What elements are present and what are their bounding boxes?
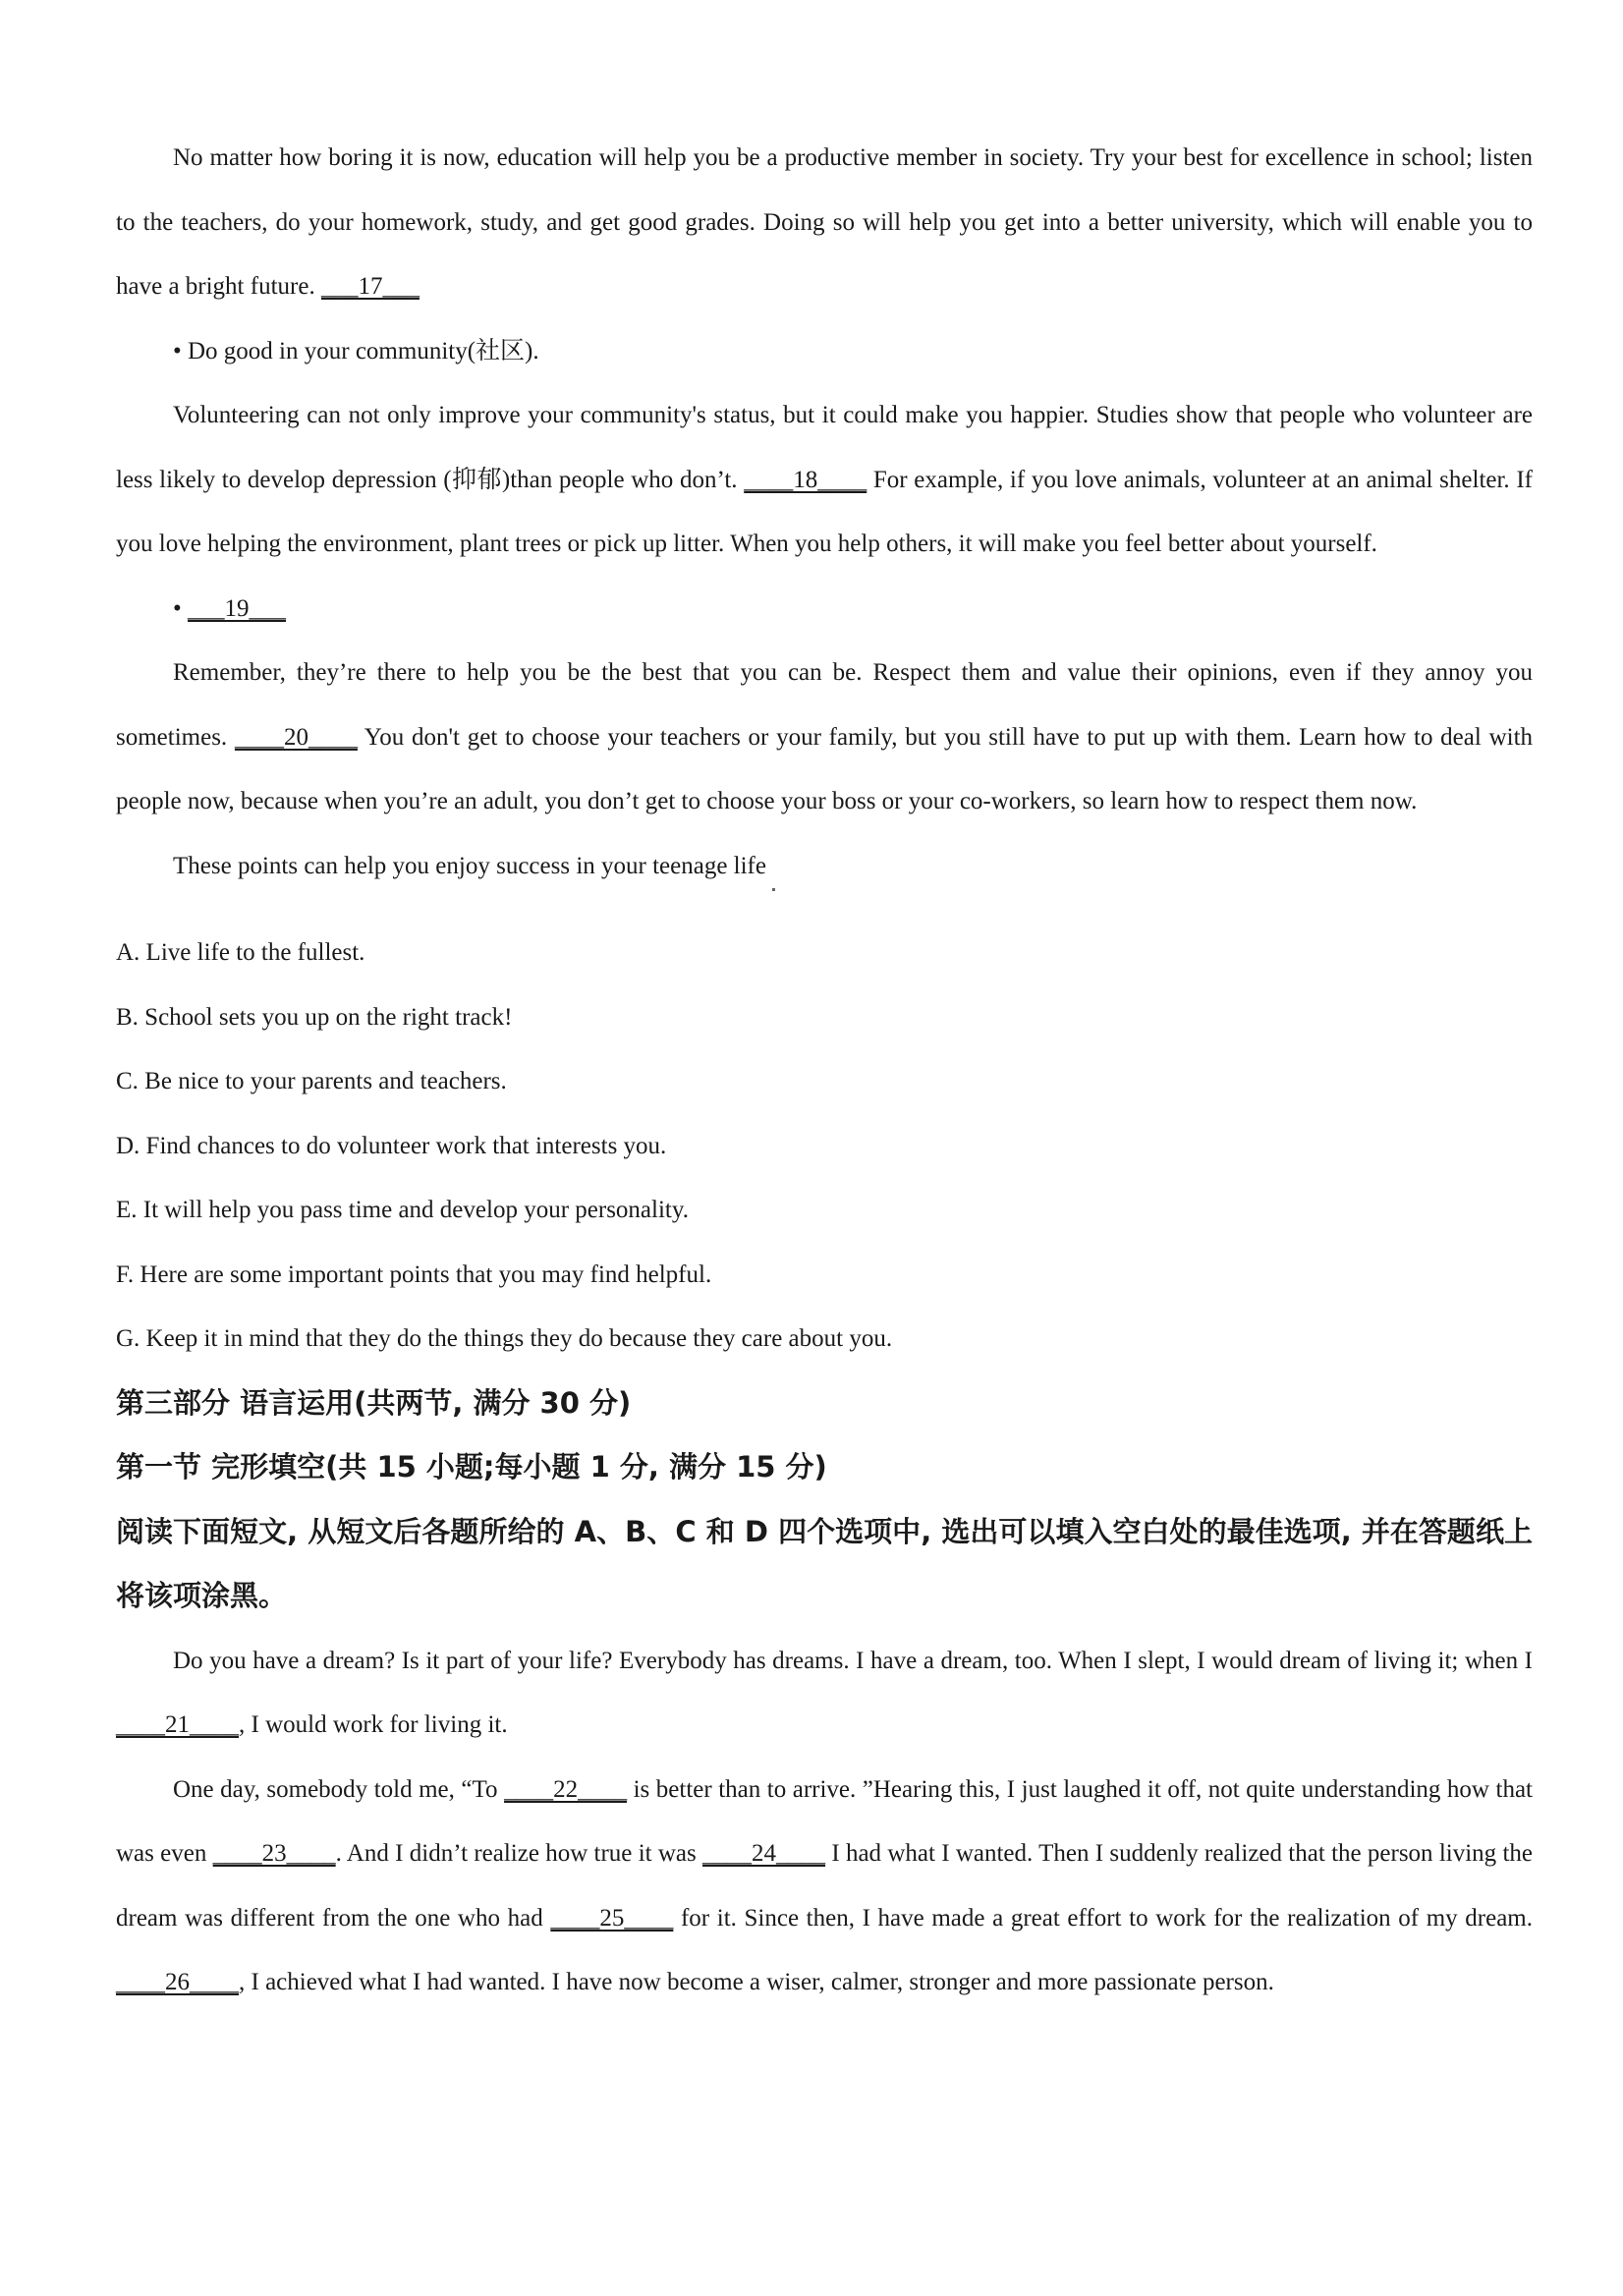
- passage2-paragraph-1: [116, 1629, 1533, 1758]
- paragraph-text: For example, if you love animals, volunteer at an animal shelter. If you love helping the environment, plant trees or pick up litter. When you help others, it will make you feel better about yourself.: [116, 466, 1533, 557]
- paragraph-text: , I achieved what I had wanted. I have now become a wiser, calmer, stronger and more passionate person.: [239, 1969, 1274, 1995]
- spacer: [116, 898, 1533, 921]
- passage1-conclusion: [116, 834, 1533, 899]
- blank-19: ___19___: [188, 594, 287, 622]
- blank-23: ____23____: [212, 1840, 336, 1867]
- blank-20: ____20____: [234, 723, 358, 751]
- bullet-community: • Do good in your community(社区).: [173, 337, 539, 364]
- bullet-marker: •: [173, 594, 189, 622]
- paragraph-text: I had what I wanted. Then I suddenly realized that the person living the dream was different from the one who had: [116, 1840, 1534, 1932]
- paragraph-text: Remember, they’re there to help you be the best that you can be. Respect them and value their opinions, even if they annoy you sometimes.: [116, 659, 1533, 751]
- blank-26: ____26____: [116, 1969, 239, 1995]
- section-one-title: 第一节 完形填空(共 15 小题;每小题 1 分, 满分 15 分): [116, 1450, 827, 1484]
- bullet-19: [116, 577, 1533, 642]
- blank-17: ___17___: [320, 273, 420, 300]
- paragraph-text: You don't get to choose your teachers or your family, but you still have to put up with them. Learn how to deal with people now, because when you’re an adult, you don’t get to choose your boss or your co-workers, so learn how to respect them now.: [116, 723, 1534, 814]
- passage2-paragraph-2: [116, 1758, 1533, 2015]
- paragraph-text: No matter how boring it is now, education will help you be a productive member in society. Try your best for excellence in school; listen to the teachers, do your homework, study, and get good grades. Doing so will help you get into a better university, which will enable you to have a bright future.: [116, 144, 1533, 300]
- document-page: [116, 126, 1533, 2015]
- option-f: F. Here are some important points that you may find helpful.: [116, 1260, 712, 1288]
- option-g: G. Keep it in mind that they do the things they do because they care about you.: [116, 1325, 893, 1352]
- blank-21: ____21____: [116, 1711, 239, 1738]
- stray-dot: [772, 888, 775, 891]
- cloze-instructions: 阅读下面短文, 从短文后各题所给的 A、B、C 和 D 四个选项中, 选出可以填入空白处的最佳选项, 并在答题纸上将该项涂黑。: [116, 1514, 1533, 1612]
- paragraph-text: These points can help you enjoy success in your teenage life: [173, 852, 766, 879]
- blank-24: ____24____: [702, 1840, 826, 1867]
- options-list: [116, 921, 1533, 1372]
- option-b: B. School sets you up on the right track!: [116, 1003, 513, 1031]
- option-d: D. Find chances to do volunteer work that interests you.: [116, 1132, 667, 1159]
- paragraph-text: Do you have a dream? Is it part of your life? Everybody has dreams. I have a dream, too. When I slept, I would dream of living it; when I: [173, 1647, 1533, 1674]
- passage1-paragraph-3: [116, 641, 1533, 834]
- option-c: C. Be nice to your parents and teachers.: [116, 1068, 507, 1094]
- paragraph-text: Volunteering can not only improve your community's status, but it could make you happier. Studies show that people who volunteer are less likely to develop depression (抑郁)than people who don’t.: [116, 402, 1533, 493]
- paragraph-text: One day, somebody told me, “To: [173, 1775, 505, 1803]
- paragraph-text: is better than to arrive. ”Hearing this, I just laughed it off, not quite understanding how that was even: [116, 1775, 1533, 1867]
- blank-18: ____18____: [744, 466, 867, 493]
- paragraph-text: , I would work for living it.: [239, 1711, 508, 1738]
- passage1-paragraph-2: [116, 383, 1533, 577]
- option-a: A. Live life to the fullest.: [116, 939, 365, 966]
- blank-22: ____22____: [504, 1775, 628, 1803]
- passage1-paragraph-1: [116, 126, 1533, 319]
- paragraph-text: for it. Since then, I have made a great effort to work for the realization of my dream.: [673, 1904, 1533, 1932]
- option-e: E. It will help you pass time and develop your personality.: [116, 1197, 689, 1223]
- part-three-title: 第三部分 语言运用(共两节, 满分 30 分): [116, 1385, 632, 1420]
- blank-25: ____25____: [550, 1904, 674, 1932]
- paragraph-text: . And I didn’t realize how true it was: [335, 1840, 703, 1867]
